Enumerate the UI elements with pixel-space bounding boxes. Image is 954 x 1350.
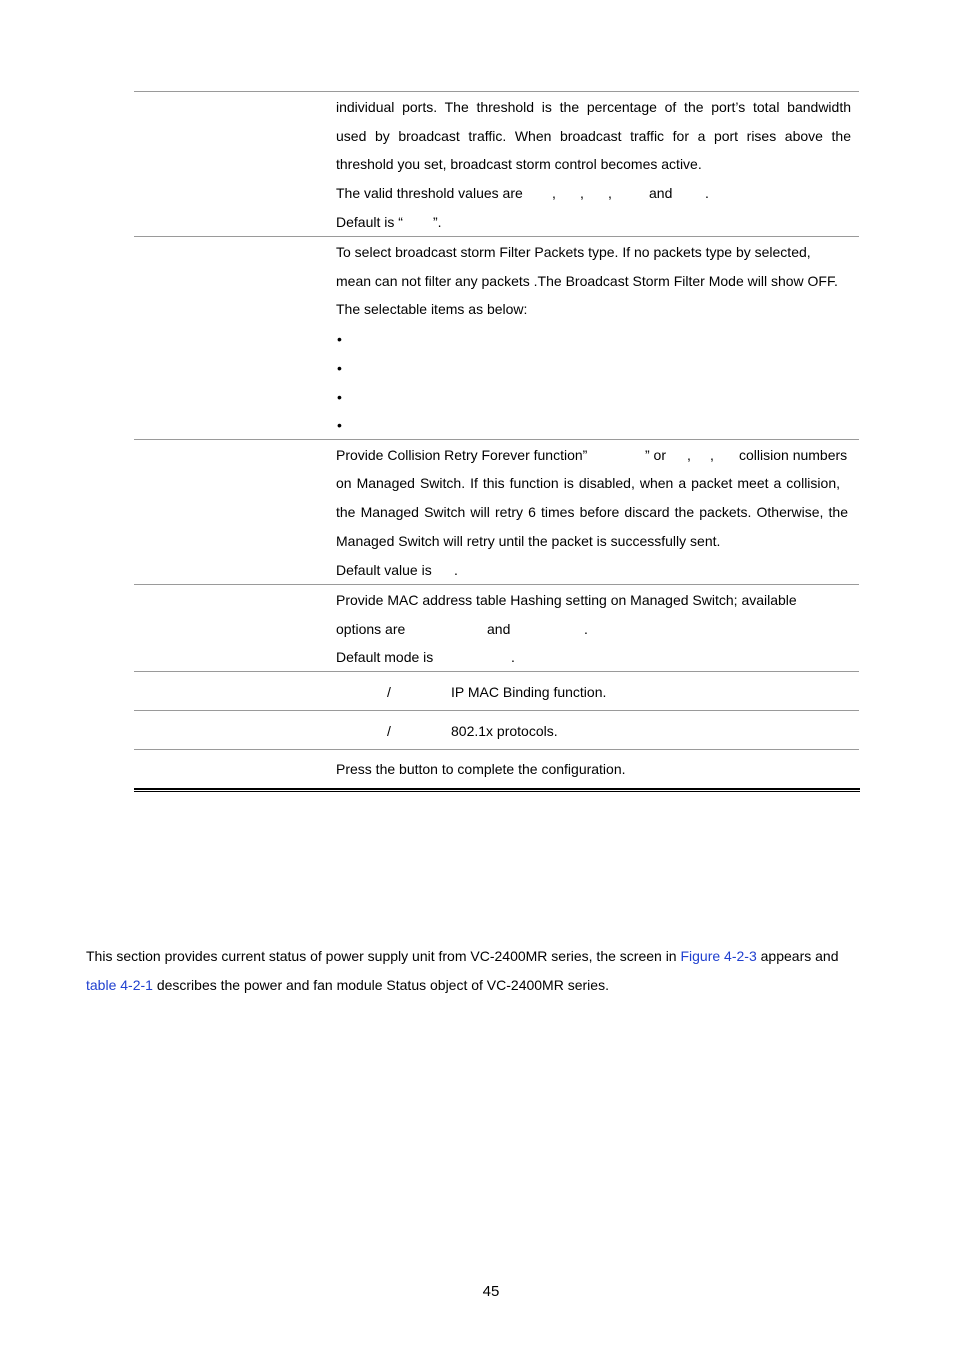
table-bottom-rule xyxy=(134,788,860,790)
collision-desc-part: , xyxy=(687,447,691,463)
filter-desc-line: mean can not filter any packets .The Broadcast Storm Filter Mode will show OFF. xyxy=(336,273,838,289)
table-row-divider xyxy=(134,710,859,711)
bullet-icon: • xyxy=(337,389,342,405)
hash-desc-line: Provide MAC address table Hashing setting on Managed Switch; available xyxy=(336,592,797,608)
hash-default-label: Default mode is xyxy=(336,649,434,665)
collision-desc-part: , xyxy=(710,447,714,463)
filter-desc-line: The selectable items as below: xyxy=(336,301,528,317)
threshold-valid-sep: , xyxy=(552,185,556,201)
table-row-divider xyxy=(134,671,859,672)
page-number: 45 xyxy=(482,1283,500,1300)
threshold-valid-label: The valid threshold values are xyxy=(336,185,523,201)
threshold-default-end: ”. xyxy=(433,214,442,230)
collision-desc-part: ” or xyxy=(645,447,666,463)
table-top-rule xyxy=(134,91,859,92)
table-row-divider xyxy=(134,236,859,237)
figure-link[interactable]: Figure 4-2-3 xyxy=(680,948,757,964)
threshold-valid-sep: , xyxy=(580,185,584,201)
collision-default-label: Default value is xyxy=(336,562,432,578)
hash-default-end: . xyxy=(511,649,515,665)
table-link[interactable]: table 4-2-1 xyxy=(86,977,153,993)
collision-desc-part: collision numbers xyxy=(739,447,848,463)
threshold-valid-end: . xyxy=(705,185,709,201)
hash-options-end: . xyxy=(584,621,588,637)
collision-desc-part: Provide Collision Retry Forever function” xyxy=(336,447,588,463)
collision-default-end: . xyxy=(454,562,458,578)
dot1x-slash: / xyxy=(387,723,391,739)
threshold-default-label: Default is “ xyxy=(336,214,403,230)
collision-desc-line: the Managed Switch will retry 6 times before discard the packets. Otherwise, the xyxy=(336,504,848,520)
section-paragraph-line1 xyxy=(86,949,838,963)
bullet-icon: • xyxy=(337,331,342,347)
hash-options-label: options are xyxy=(336,621,406,637)
collision-desc-line: on Managed Switch. If this function is disabled, when a packet meet a collision, xyxy=(336,475,840,491)
section-paragraph-line2 xyxy=(86,978,609,992)
dot1x-desc: 802.1x protocols. xyxy=(451,723,558,739)
threshold-desc-line: used by broadcast traffic. When broadcast traffic for a port rises above the xyxy=(336,128,851,144)
hash-options-and: and xyxy=(487,621,511,637)
collision-desc-line: Managed Switch will retry until the packet is successfully sent. xyxy=(336,533,721,549)
apply-desc: Press the button to complete the configuration. xyxy=(336,761,626,777)
ipmac-desc: IP MAC Binding function. xyxy=(451,684,607,700)
ipmac-slash: / xyxy=(387,684,391,700)
bullet-icon: • xyxy=(337,417,342,433)
table-row-divider xyxy=(134,439,859,440)
paragraph-text: appears and xyxy=(756,948,839,964)
filter-desc-line: To select broadcast storm Filter Packets type. If no packets type by selected, xyxy=(336,244,811,260)
threshold-desc-line: threshold you set, broadcast storm control becomes active. xyxy=(336,156,702,172)
bullet-icon: • xyxy=(337,360,342,376)
table-bottom-rule-thin xyxy=(134,791,860,792)
threshold-desc-line: individual ports. The threshold is the percentage of the port’s total bandwidth xyxy=(336,99,851,115)
paragraph-text: This section provides current status of power supply unit from VC-2400MR series, the screen in xyxy=(86,948,681,964)
table-row-divider xyxy=(134,584,859,585)
threshold-valid-sep: , xyxy=(608,185,612,201)
threshold-valid-and: and xyxy=(649,185,673,201)
paragraph-text: describes the power and fan module Status object of VC-2400MR series. xyxy=(152,977,609,993)
table-row-divider xyxy=(134,749,859,750)
